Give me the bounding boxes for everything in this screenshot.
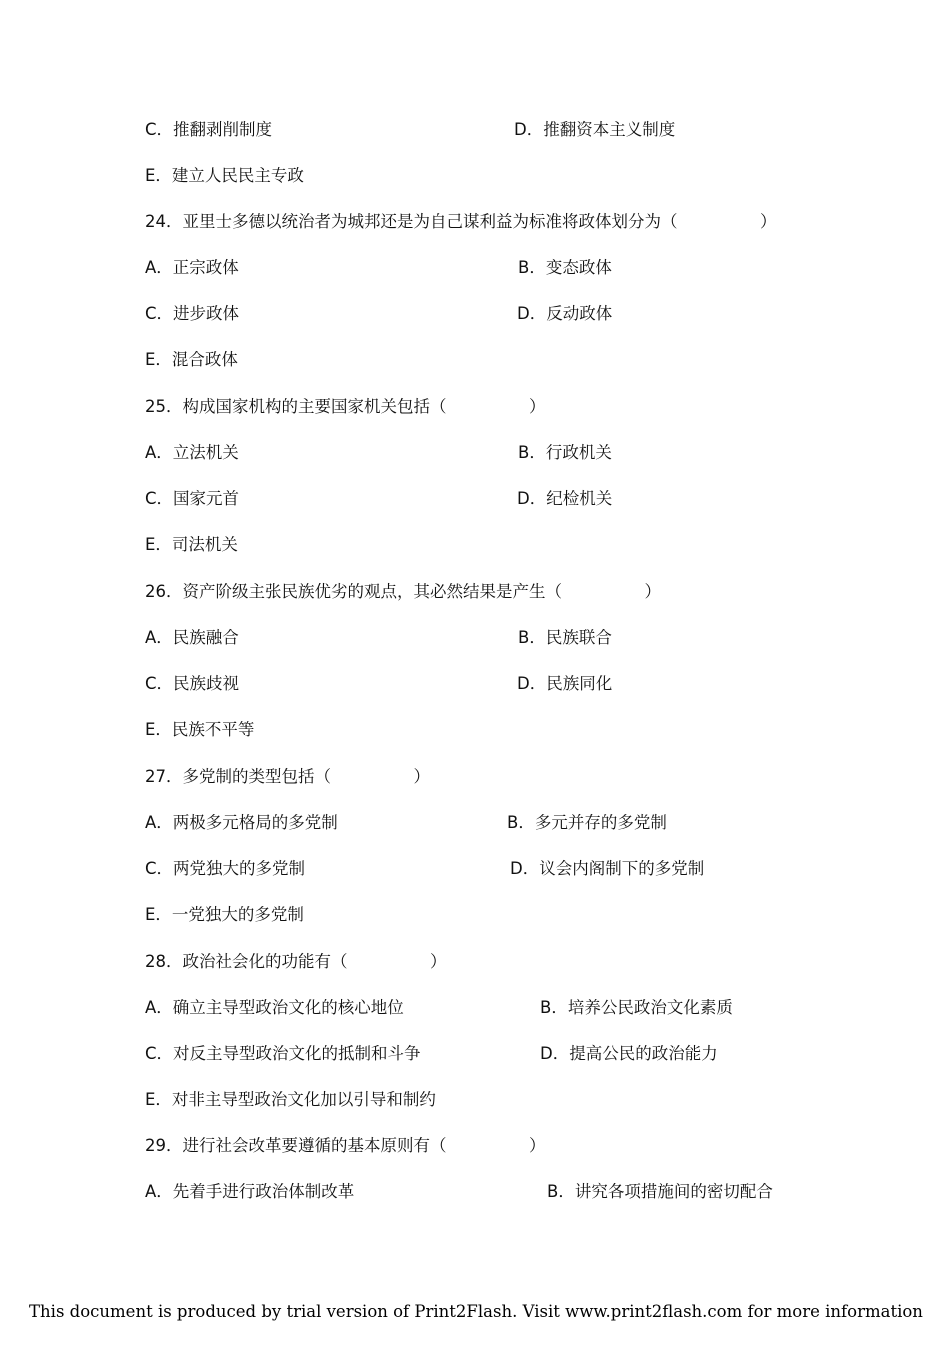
option-b: B．民族联合: [518, 628, 612, 647]
option-b: B．行政机关: [518, 443, 612, 462]
option-a: A．正宗政体: [145, 258, 239, 277]
question-25: 25．构成国家机构的主要国家机关包括（ ）: [145, 397, 546, 416]
option-d: D．反动政体: [517, 304, 613, 323]
trial-watermark-footer: This document is produced by trial version of Print2Flash. Visit www.print2flash.com for more information: [29, 1302, 923, 1321]
option-d: D．推翻资本主义制度: [514, 120, 676, 139]
option-b: B．多元并存的多党制: [507, 813, 667, 832]
option-b: B．讲究各项措施间的密切配合: [547, 1182, 773, 1201]
option-c: C．对反主导型政治文化的抵制和斗争: [145, 1044, 421, 1063]
option-d: D．议会内阁制下的多党制: [510, 859, 705, 878]
option-a: A．确立主导型政治文化的核心地位: [145, 998, 404, 1017]
option-d: D．民族同化: [517, 674, 613, 693]
question-29: 29．进行社会改革要遵循的基本原则有（ ）: [145, 1136, 546, 1155]
option-e: E．对非主导型政治文化加以引导和制约: [145, 1090, 436, 1109]
option-b: B．培养公民政治文化素质: [540, 998, 733, 1017]
option-b: B．变态政体: [518, 258, 612, 277]
question-26: 26．资产阶级主张民族优劣的观点，其必然结果是产生（ ）: [145, 582, 661, 601]
option-c: C．推翻剥削制度: [145, 120, 273, 139]
question-24: 24．亚里士多德以统治者为城邦还是为自己谋利益为标准将政体划分为（ ）: [145, 212, 777, 231]
option-d: D．提高公民的政治能力: [540, 1044, 718, 1063]
option-e: E．司法机关: [145, 535, 238, 554]
option-a: A．两极多元格局的多党制: [145, 813, 338, 832]
option-c: C．国家元首: [145, 489, 240, 508]
question-28: 28．政治社会化的功能有（ ）: [145, 952, 447, 971]
option-e: E．一党独大的多党制: [145, 905, 304, 924]
option-e: E．建立人民民主专政: [145, 166, 304, 185]
option-a: A．立法机关: [145, 443, 239, 462]
option-e: E．民族不平等: [145, 720, 255, 739]
option-a: A．先着手进行政治体制改革: [145, 1182, 355, 1201]
option-c: C．民族歧视: [145, 674, 240, 693]
option-d: D．纪检机关: [517, 489, 613, 508]
option-c: C．进步政体: [145, 304, 240, 323]
option-c: C．两党独大的多党制: [145, 859, 306, 878]
question-27: 27．多党制的类型包括（ ）: [145, 767, 430, 786]
option-e: E．混合政体: [145, 350, 238, 369]
option-a: A．民族融合: [145, 628, 239, 647]
